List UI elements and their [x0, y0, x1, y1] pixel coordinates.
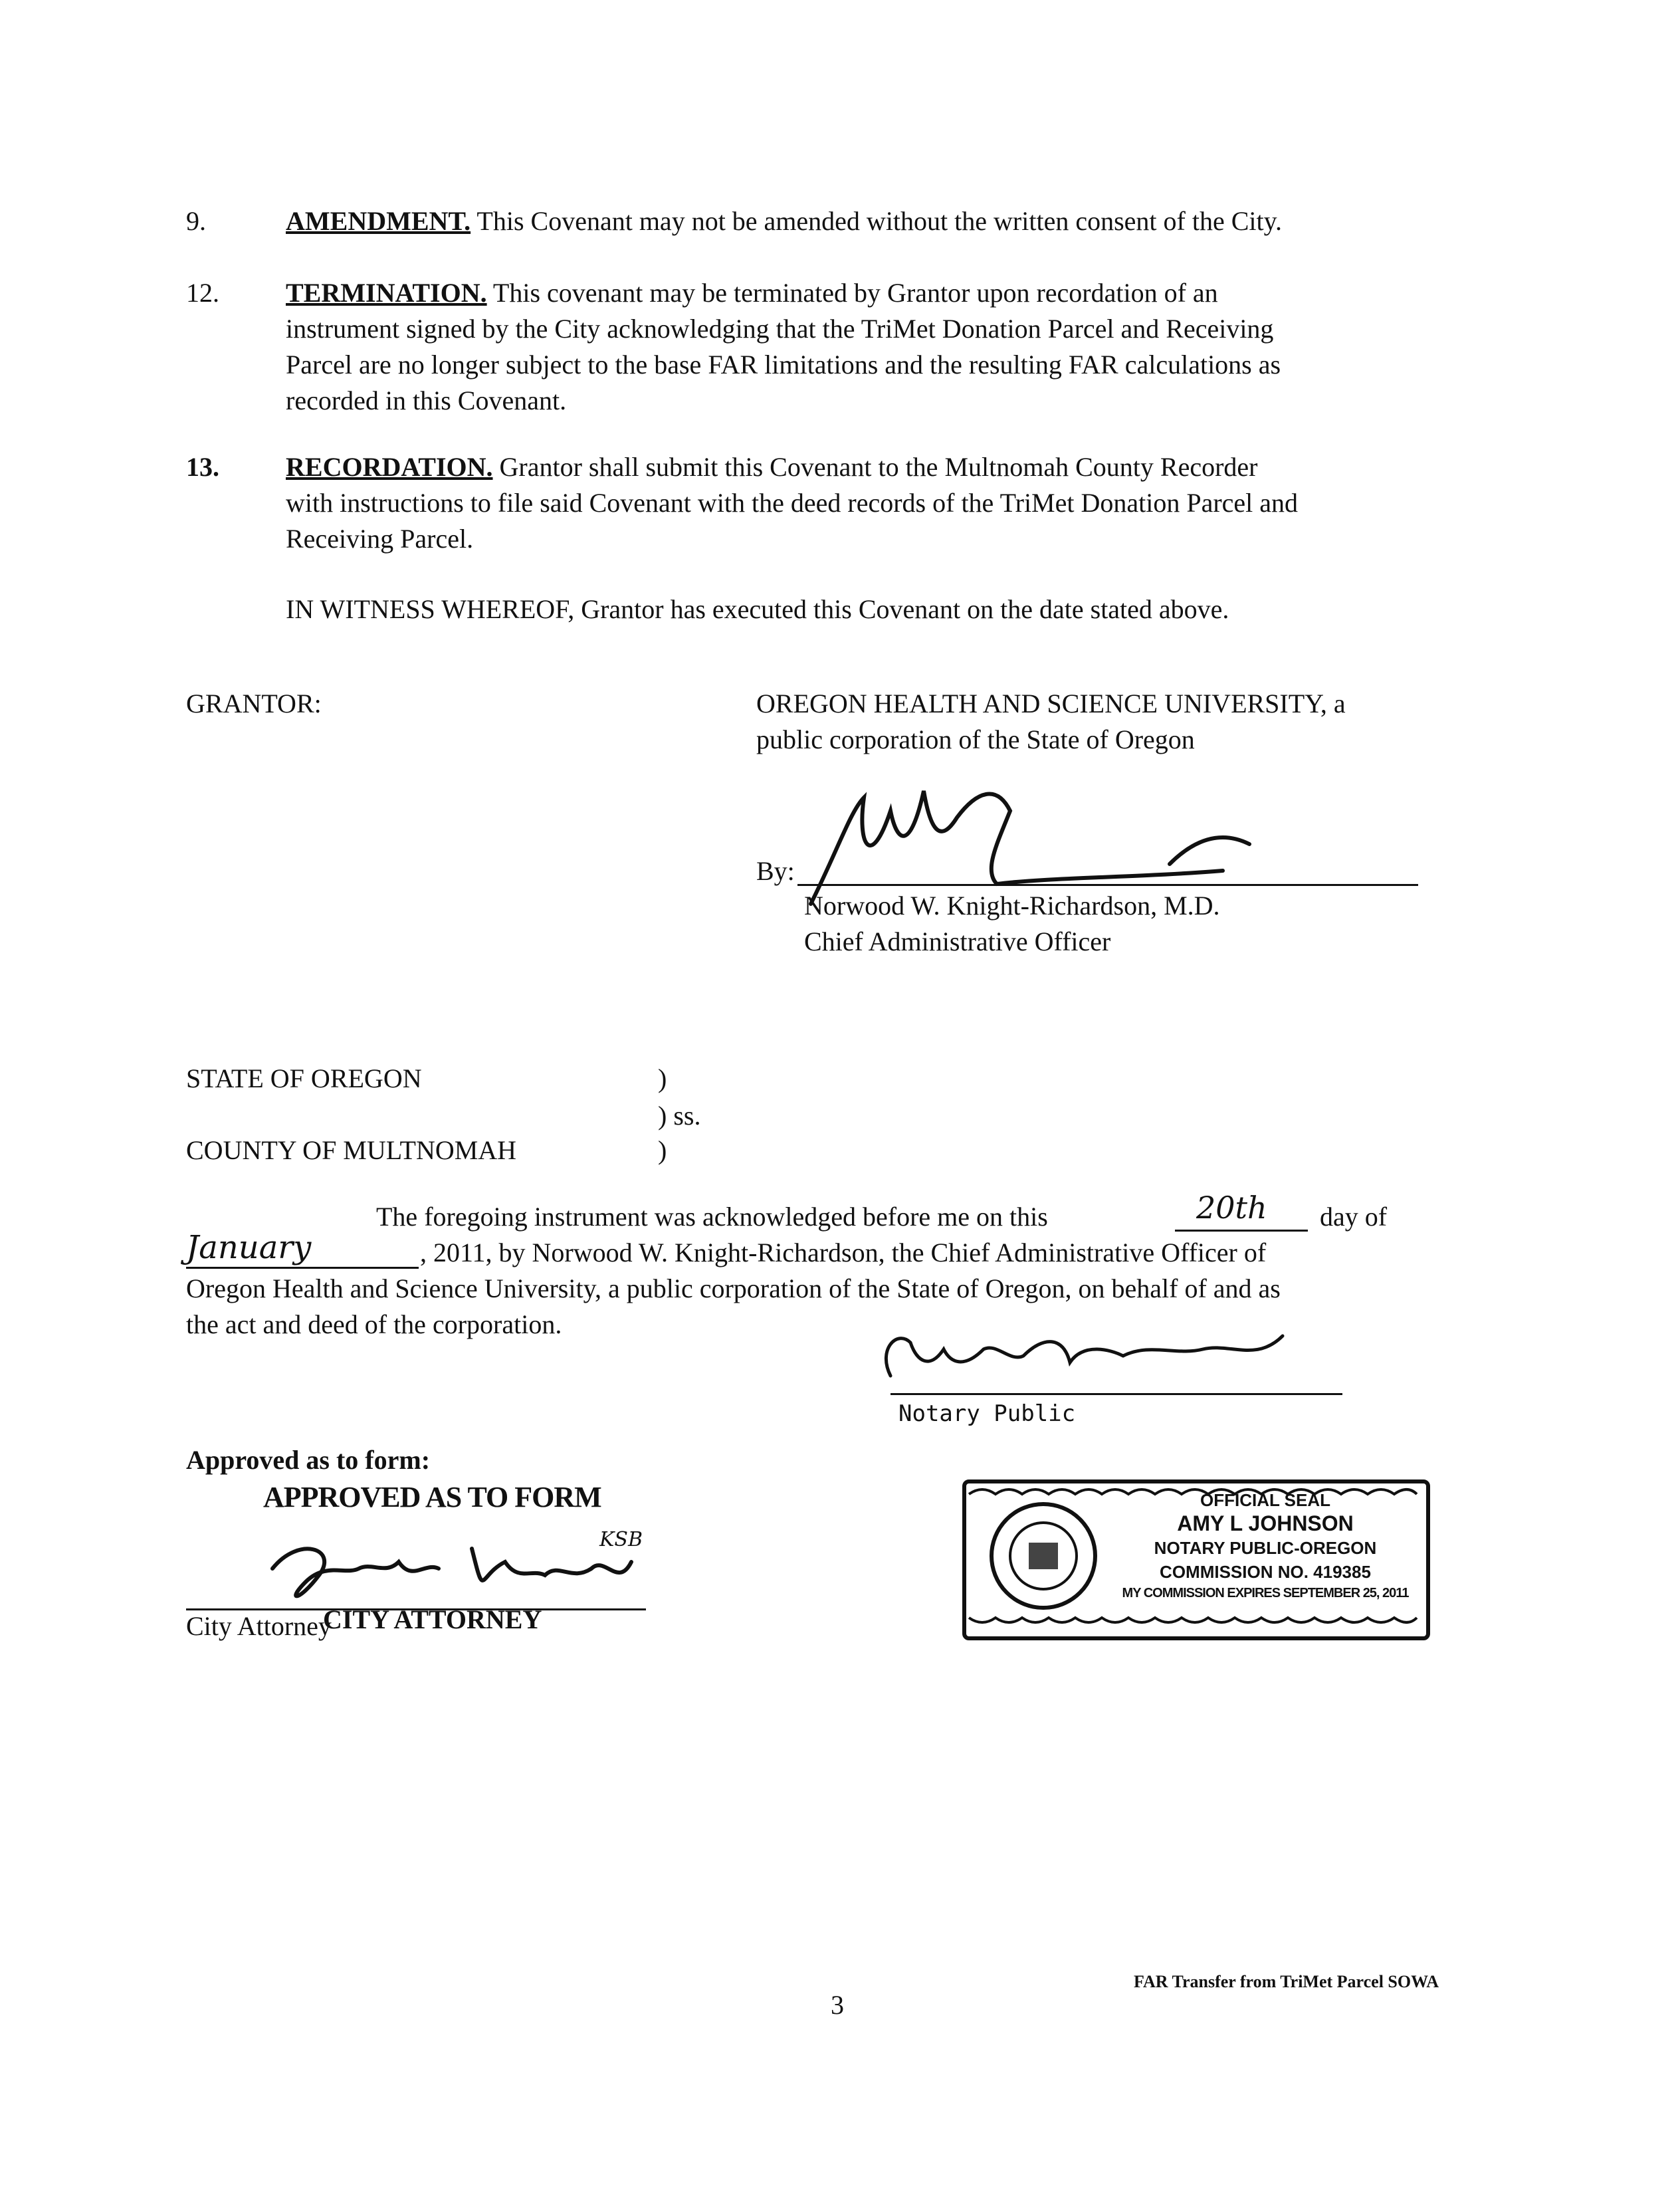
notary-signature-line	[891, 1393, 1342, 1395]
grantor-entity-line2: public corporation of the State of Oregon	[756, 724, 1195, 754]
signer-title: Chief Administrative Officer	[804, 927, 1111, 956]
month-handwritten: January	[186, 1229, 312, 1266]
seal-line2: AMY L JOHNSON	[1177, 1511, 1354, 1535]
ack-line2: , 2011, by Norwood W. Knight-Richardson, the Chief Administrative Officer of	[420, 1238, 1267, 1267]
section-13-line: Grantor shall submit this Covenant to the Multnomah County Recorder	[499, 452, 1258, 482]
venue-county: COUNTY OF MULTNOMAH	[186, 1135, 517, 1165]
section-12-number: 12.	[186, 278, 219, 308]
grantor-label: GRANTOR:	[186, 689, 322, 718]
seal-line5: MY COMMISSION EXPIRES SEPTEMBER 25, 2011	[1122, 1586, 1409, 1600]
section-13-line: Receiving Parcel.	[286, 524, 474, 554]
venue-state: STATE OF OREGON	[186, 1063, 422, 1093]
seal-line4: COMMISSION NO. 419385	[1160, 1562, 1371, 1582]
grantor-entity-line1: OREGON HEALTH AND SCIENCE UNIVERSITY, a	[756, 689, 1346, 718]
ack-line3: Oregon Health and Science University, a public corporation of the State of Oregon, on behalf of and as	[186, 1273, 1281, 1303]
seal-line3: NOTARY PUBLIC-OREGON	[1154, 1538, 1377, 1558]
section-9-text: This Covenant may not be amended without the written consent of the City.	[476, 206, 1283, 236]
section-13-line: with instructions to file said Covenant with the deed records of the TriMet Donation Parcel and	[286, 488, 1299, 518]
section-13-title: RECORDATION.	[286, 452, 493, 482]
venue-paren-top: )	[658, 1063, 667, 1093]
by-label: By:	[756, 856, 795, 886]
month-blank	[186, 1267, 419, 1269]
notary-signature	[871, 1323, 1336, 1402]
section-13-paragraph	[286, 449, 1509, 557]
section-12-title: TERMINATION.	[286, 278, 487, 308]
footer-doc-label: FAR Transfer from TriMet Parcel SOWA	[1134, 1972, 1439, 1991]
section-12-line: recorded in this Covenant.	[286, 385, 567, 415]
section-12-line: instrument signed by the City acknowledging that the TriMet Donation Parcel and Receiving	[286, 314, 1274, 344]
section-9-paragraph	[286, 203, 1509, 239]
ack-line4: the act and deed of the corporation.	[186, 1309, 562, 1339]
section-9-title: AMENDMENT.	[286, 206, 471, 236]
day-handwritten: 20th	[1196, 1190, 1267, 1226]
seal-line1: OFFICIAL SEAL	[1200, 1490, 1330, 1510]
signer-name: Norwood W. Knight-Richardson, M.D.	[804, 891, 1220, 921]
witness-statement: IN WITNESS WHEREOF, Grantor has executed this Covenant on the date stated above.	[286, 594, 1229, 624]
attorney-label: City Attorney	[186, 1611, 332, 1641]
section-9-number: 9.	[186, 206, 206, 236]
ack-line1-post: day of	[1320, 1202, 1388, 1232]
notary-seal	[962, 1479, 1430, 1640]
day-blank	[1175, 1230, 1308, 1232]
approval-stamp: APPROVED AS TO FORM	[263, 1481, 601, 1513]
page-number: 3	[831, 1990, 844, 2020]
section-12-paragraph	[286, 275, 1509, 419]
notary-label: Notary Public	[898, 1400, 1076, 1427]
venue-ss: ) ss.	[658, 1101, 701, 1131]
section-13-number: 13.	[186, 452, 219, 482]
ack-line1-pre: The foregoing instrument was acknowledged before me on this	[376, 1202, 1048, 1232]
venue-paren-bottom: )	[658, 1135, 667, 1165]
attorney-stamp-bottom: CITY ATTORNEY	[323, 1604, 542, 1634]
approval-label: Approved as to form:	[186, 1445, 431, 1475]
section-12-line: Parcel are no longer subject to the base FAR limitations and the resulting FAR calculations as	[286, 350, 1281, 380]
approval-initials: KSB	[599, 1528, 643, 1551]
section-12-line: This covenant may be terminated by Grantor upon recordation of an	[492, 278, 1218, 308]
